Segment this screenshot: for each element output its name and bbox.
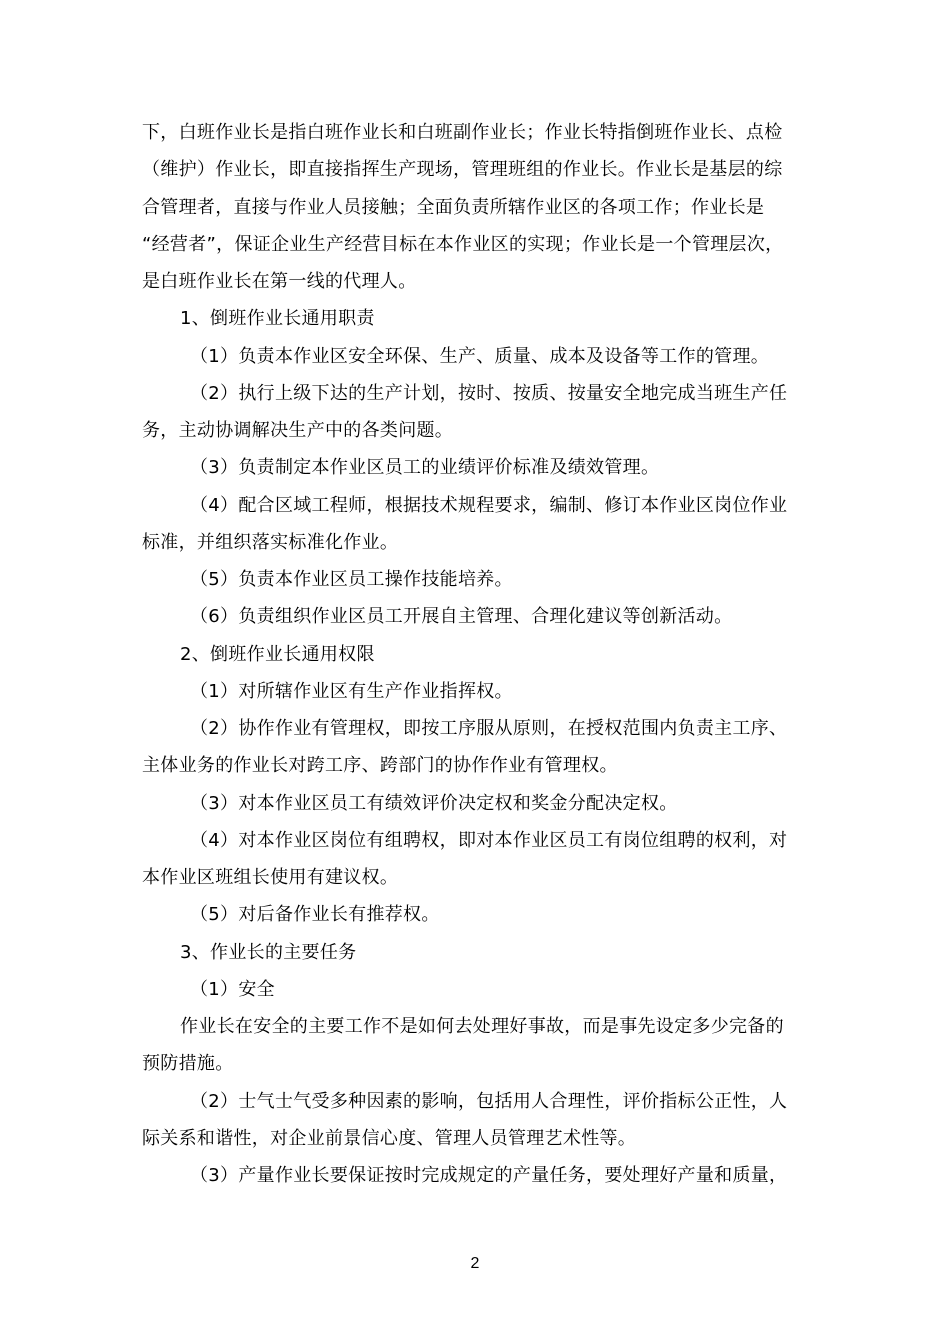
section-heading: 3、作业长的主要任务 — [180, 942, 357, 963]
list-item: （4）配合区域工程师，根据技术规程要求，编制、修订本作业区岗位作业 — [190, 495, 788, 516]
text-line: （维护）作业长，即直接指挥生产现场，管理班组的作业长。作业长是基层的综 — [142, 159, 783, 180]
list-item: （4）对本作业区岗位有组聘权，即对本作业区员工有岗位组聘的权利，对 — [190, 830, 788, 851]
section-heading: 1、倒班作业长通用职责 — [180, 308, 375, 329]
text-line: 本作业区班组长使用有建议权。 — [142, 867, 399, 888]
list-item: （2）协作作业有管理权，即按工序服从原则，在授权范围内负责主工序、 — [190, 718, 788, 739]
text-line: 标准，并组织落实标准化作业。 — [142, 532, 399, 553]
list-item: （2）执行上级下达的生产计划，按时、按质、按量安全地完成当班生产任 — [190, 383, 788, 404]
text-line: 主体业务的作业长对跨工序、跨部门的协作作业有管理权。 — [142, 755, 618, 776]
paragraph-line: 作业长在安全的主要工作不是如何去处理好事故，而是事先设定多少完备的 — [180, 1016, 784, 1037]
list-item: （1）安全 — [190, 979, 275, 1000]
text-line: 务，主动协调解决生产中的各类问题。 — [142, 420, 454, 441]
text-line: 是白班作业长在第一线的代理人。 — [142, 271, 417, 292]
list-item: （3）负责制定本作业区员工的业绩评价标准及绩效管理。 — [190, 457, 660, 478]
list-item: （3）产量作业长要保证按时完成规定的产量任务，要处理好产量和质量， — [190, 1165, 788, 1186]
section-heading: 2、倒班作业长通用权限 — [180, 644, 375, 665]
list-item: （5）对后备作业长有推荐权。 — [190, 904, 440, 925]
text-line: 合管理者，直接与作业人员接触；全面负责所辖作业区的各项工作；作业长是 — [142, 197, 765, 218]
list-item: （5）负责本作业区员工操作技能培养。 — [190, 569, 513, 590]
list-item: （1）对所辖作业区有生产作业指挥权。 — [190, 681, 513, 702]
list-item: （3）对本作业区员工有绩效评价决定权和奖金分配决定权。 — [190, 793, 678, 814]
list-item: （6）负责组织作业区员工开展自主管理、合理化建议等创新活动。 — [190, 606, 733, 627]
text-line: 际关系和谐性，对企业前景信心度、管理人员管理艺术性等。 — [142, 1128, 637, 1149]
page-number: 2 — [470, 1255, 480, 1272]
list-item: （1）负责本作业区安全环保、生产、质量、成本及设备等工作的管理。 — [190, 346, 770, 367]
text-line: “经营者”，保证企业生产经营目标在本作业区的实现；作业长是一个管理层次， — [142, 234, 784, 255]
list-item: （2）士气士气受多种因素的影响，包括用人合理性，评价指标公正性，人 — [190, 1091, 788, 1112]
text-line: 下，白班作业长是指白班作业长和白班副作业长；作业长特指倒班作业长、点检 — [142, 122, 783, 143]
text-line: 预防措施。 — [142, 1053, 234, 1074]
